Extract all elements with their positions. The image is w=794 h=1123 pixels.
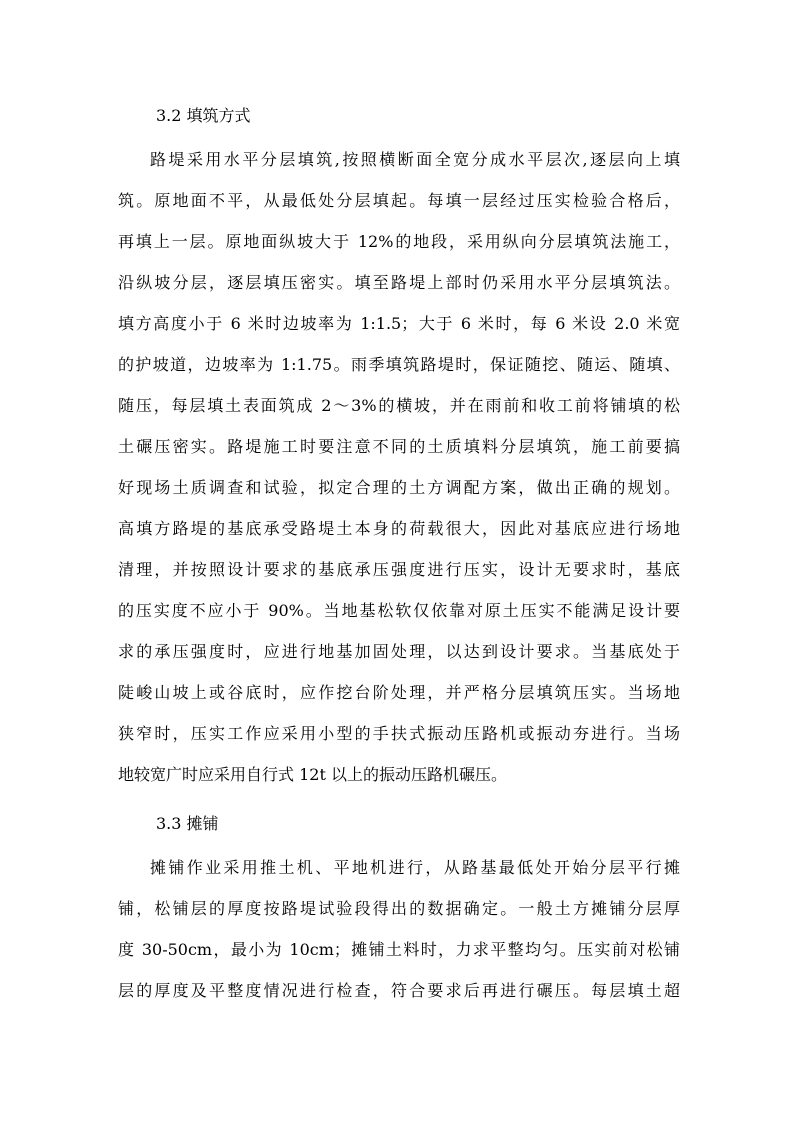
paragraph-line: 的护坡道，边坡率为 1:1.75。雨季填筑路堤时，保证随挖、随运、随填、 bbox=[118, 355, 680, 374]
section-heading: 3.2 填筑方式 bbox=[156, 106, 251, 125]
paragraph-line: 摊铺作业采用推土机、平地机进行，从路基最低处开始分层平行摊 bbox=[150, 858, 680, 877]
paragraph-line: 再填上一层。原地面纵坡大于 12%的地段，采用纵向分层填筑法施工， bbox=[118, 232, 680, 251]
section-heading: 3.3 摊铺 bbox=[156, 814, 219, 833]
paragraph-line: 铺，松铺层的厚度按路堤试验段得出的数据确定。一般土方摊铺分层厚 bbox=[118, 899, 680, 918]
paragraph-line: 的压实度不应小于 90%。当地基松软仅依靠对原土压实不能满足设计要 bbox=[118, 601, 680, 620]
paragraph-line: 沿纵坡分层，逐层填压密实。填至路堤上部时仍采用水平分层填筑法。 bbox=[118, 273, 680, 292]
paragraph-line: 清理，并按照设计要求的基底承压强度进行压实，设计无要求时，基底 bbox=[118, 560, 680, 579]
paragraph-line: 求的承压强度时，应进行地基加固处理，以达到设计要求。当基底处于 bbox=[118, 642, 680, 661]
paragraph-line: 狭窄时，压实工作应采用小型的手扶式振动压路机或振动夯进行。当场 bbox=[118, 724, 680, 743]
paragraph-line: 地较宽广时应采用自行式 12t 以上的振动压路机碾压。 bbox=[118, 765, 507, 784]
paragraph-line: 层的厚度及平整度情况进行检查，符合要求后再进行碾压。每层填土超 bbox=[118, 981, 680, 1000]
paragraph-line: 随压，每层填土表面筑成 2～3%的横坡，并在雨前和收工前将铺填的松 bbox=[118, 396, 680, 415]
paragraph-line: 陡峻山坡上或谷底时，应作挖台阶处理，并严格分层填筑压实。当场地 bbox=[118, 683, 680, 702]
paragraph-line: 填方高度小于 6 米时边坡率为 1:1.5；大于 6 米时，每 6 米设 2.0 米宽 bbox=[118, 314, 680, 333]
paragraph-line: 土碾压密实。路堤施工时要注意不同的土质填料分层填筑，施工前要搞 bbox=[118, 437, 680, 456]
paragraph-line: 高填方路堤的基底承受路堤土本身的荷载很大，因此对基底应进行场地 bbox=[118, 519, 680, 538]
paragraph-line: 度 30-50cm，最小为 10cm；摊铺土料时，力求平整均匀。压实前对松铺 bbox=[118, 940, 680, 959]
paragraph-line: 筑。原地面不平，从最低处分层填起。每填一层经过压实检验合格后， bbox=[118, 191, 680, 210]
paragraph-line: 好现场土质调查和试验，拟定合理的土方调配方案，做出正确的规划。 bbox=[118, 478, 680, 497]
paragraph-line: 路堤采用水平分层填筑,按照横断面全宽分成水平层次,逐层向上填 bbox=[150, 150, 680, 169]
